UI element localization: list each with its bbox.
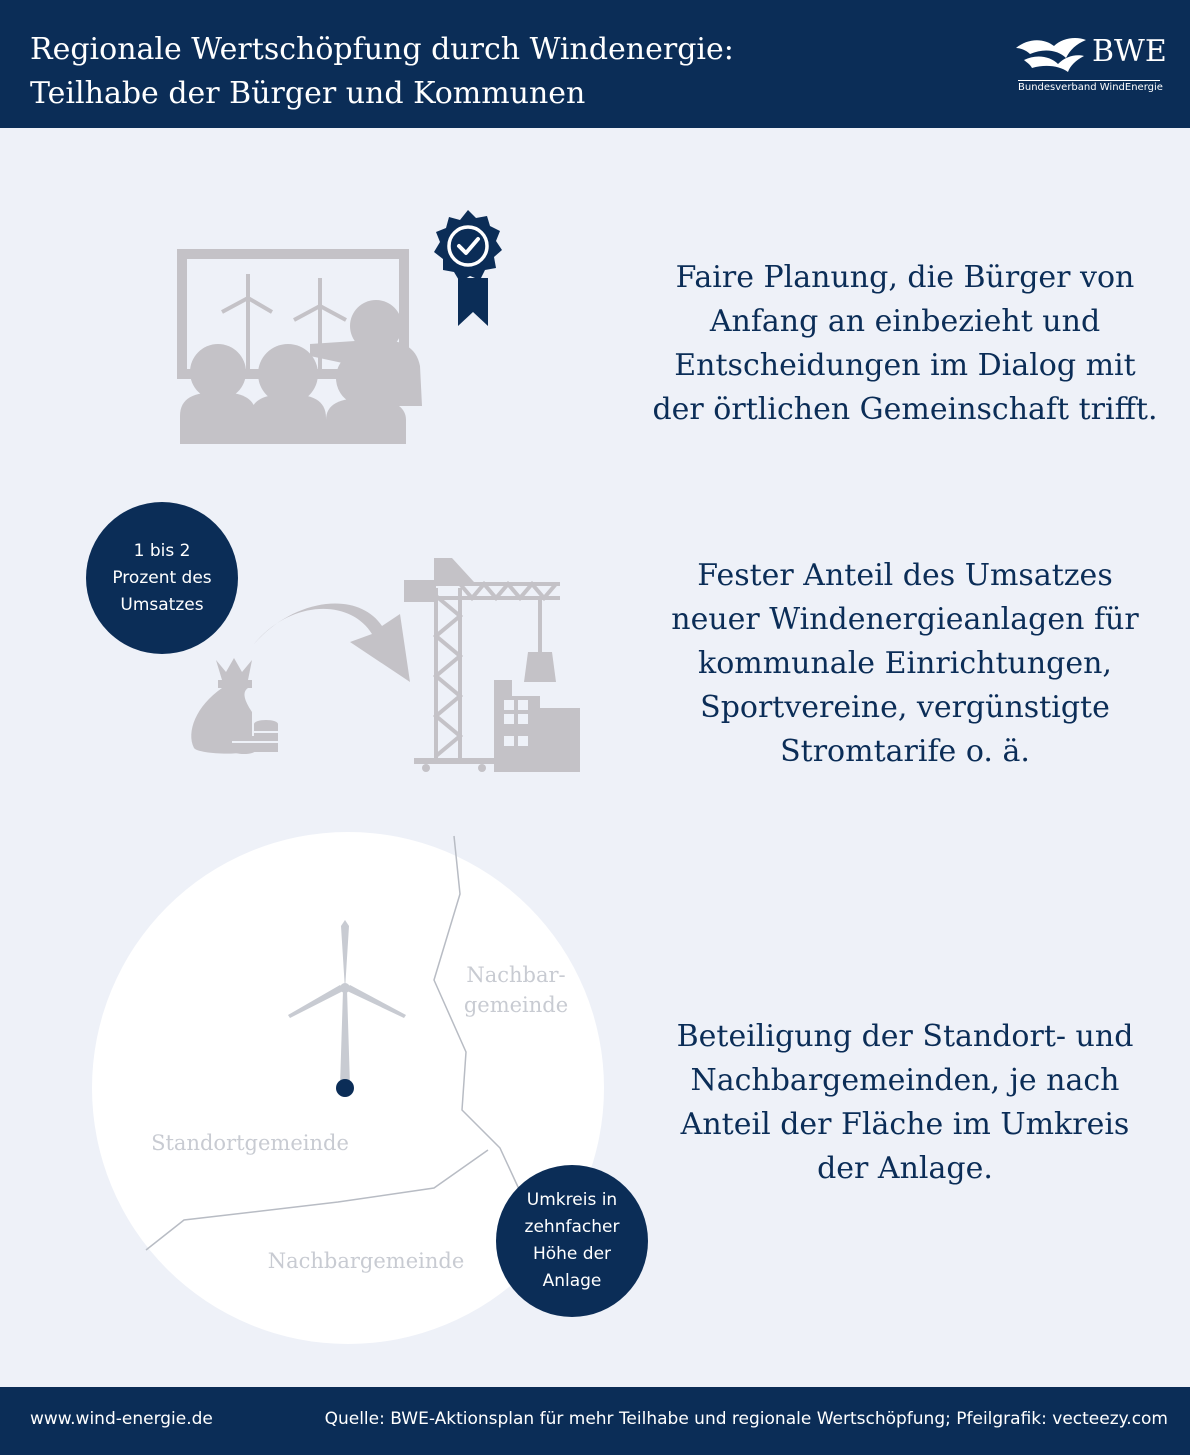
section3-line: der Anlage.: [817, 1151, 993, 1186]
bubble-line: Anlage: [542, 1271, 602, 1291]
section1-text: [640, 256, 1170, 432]
title-line-2: Teilhabe der Bürger und Kommunen: [30, 76, 586, 111]
logo-subtitle: Bundesverband WindEnergie: [1018, 82, 1163, 93]
bubble-line: Höhe der: [532, 1244, 612, 1264]
section3-line: Beteiligung der Standort- und: [676, 1019, 1134, 1054]
bubble-line: Prozent des: [112, 567, 212, 588]
section3-line: Anteil der Fläche im Umkreis: [680, 1107, 1130, 1142]
page-title: [30, 28, 734, 116]
title-line-1: Regionale Wertschöpfung durch Windenergie:: [30, 32, 734, 67]
website-link[interactable]: www.wind-energie.de: [30, 1409, 213, 1429]
map-label-neighbor-bottom: Nachbargemeinde: [267, 1249, 465, 1273]
map-label-neighbor-top: [452, 960, 580, 1020]
revenue-share-bubble: [86, 502, 238, 654]
bubble-line: zehnfacher: [524, 1217, 620, 1237]
quality-badge-icon: [428, 208, 508, 328]
section2-line: Sportvereine, vergünstigte: [700, 690, 1110, 725]
section1-line: der örtlichen Gemeinschaft trifft.: [652, 392, 1158, 427]
section3-text: [640, 1015, 1170, 1191]
map-label-site: Standortgemeinde: [151, 1131, 349, 1155]
bwe-logo: [1014, 30, 1167, 98]
section2-line: neuer Windenergieanlagen für: [671, 602, 1139, 637]
logo-divider: [1018, 80, 1160, 81]
section2-line: Fester Anteil des Umsatzes: [697, 558, 1113, 593]
source-credit: Quelle: BWE-Aktionsplan für mehr Teilhabe und regionale Wertschöpfung; Pfeilgrafik: vecteezy.com: [324, 1409, 1168, 1429]
section1-line: Faire Planung, die Bürger von: [675, 260, 1135, 295]
bubble-line: 1 bis 2: [133, 540, 191, 561]
section2-line: kommunale Einrichtungen,: [698, 646, 1112, 681]
logo-text: BWE: [1092, 34, 1167, 69]
map-label-line: Nachbar-: [466, 963, 566, 987]
footer-bar: [0, 1387, 1190, 1455]
curved-arrow-icon: [250, 600, 420, 690]
bubble-line: Umkreis in: [526, 1190, 618, 1210]
section1-line: Entscheidungen im Dialog mit: [674, 348, 1136, 383]
section1-line: Anfang an einbezieht und: [709, 304, 1101, 339]
bubble-line: Umsatzes: [120, 594, 204, 615]
section3-line: Nachbargemeinden, je nach: [690, 1063, 1120, 1098]
section2-text: [640, 554, 1170, 774]
radius-bubble: [496, 1165, 648, 1317]
bwe-wing-icon: [1014, 34, 1088, 74]
header-bar: [0, 0, 1190, 128]
construction-crane-icon: [400, 556, 600, 776]
map-label-line: gemeinde: [463, 993, 569, 1017]
section2-line: Stromtarife o. ä.: [780, 734, 1030, 769]
